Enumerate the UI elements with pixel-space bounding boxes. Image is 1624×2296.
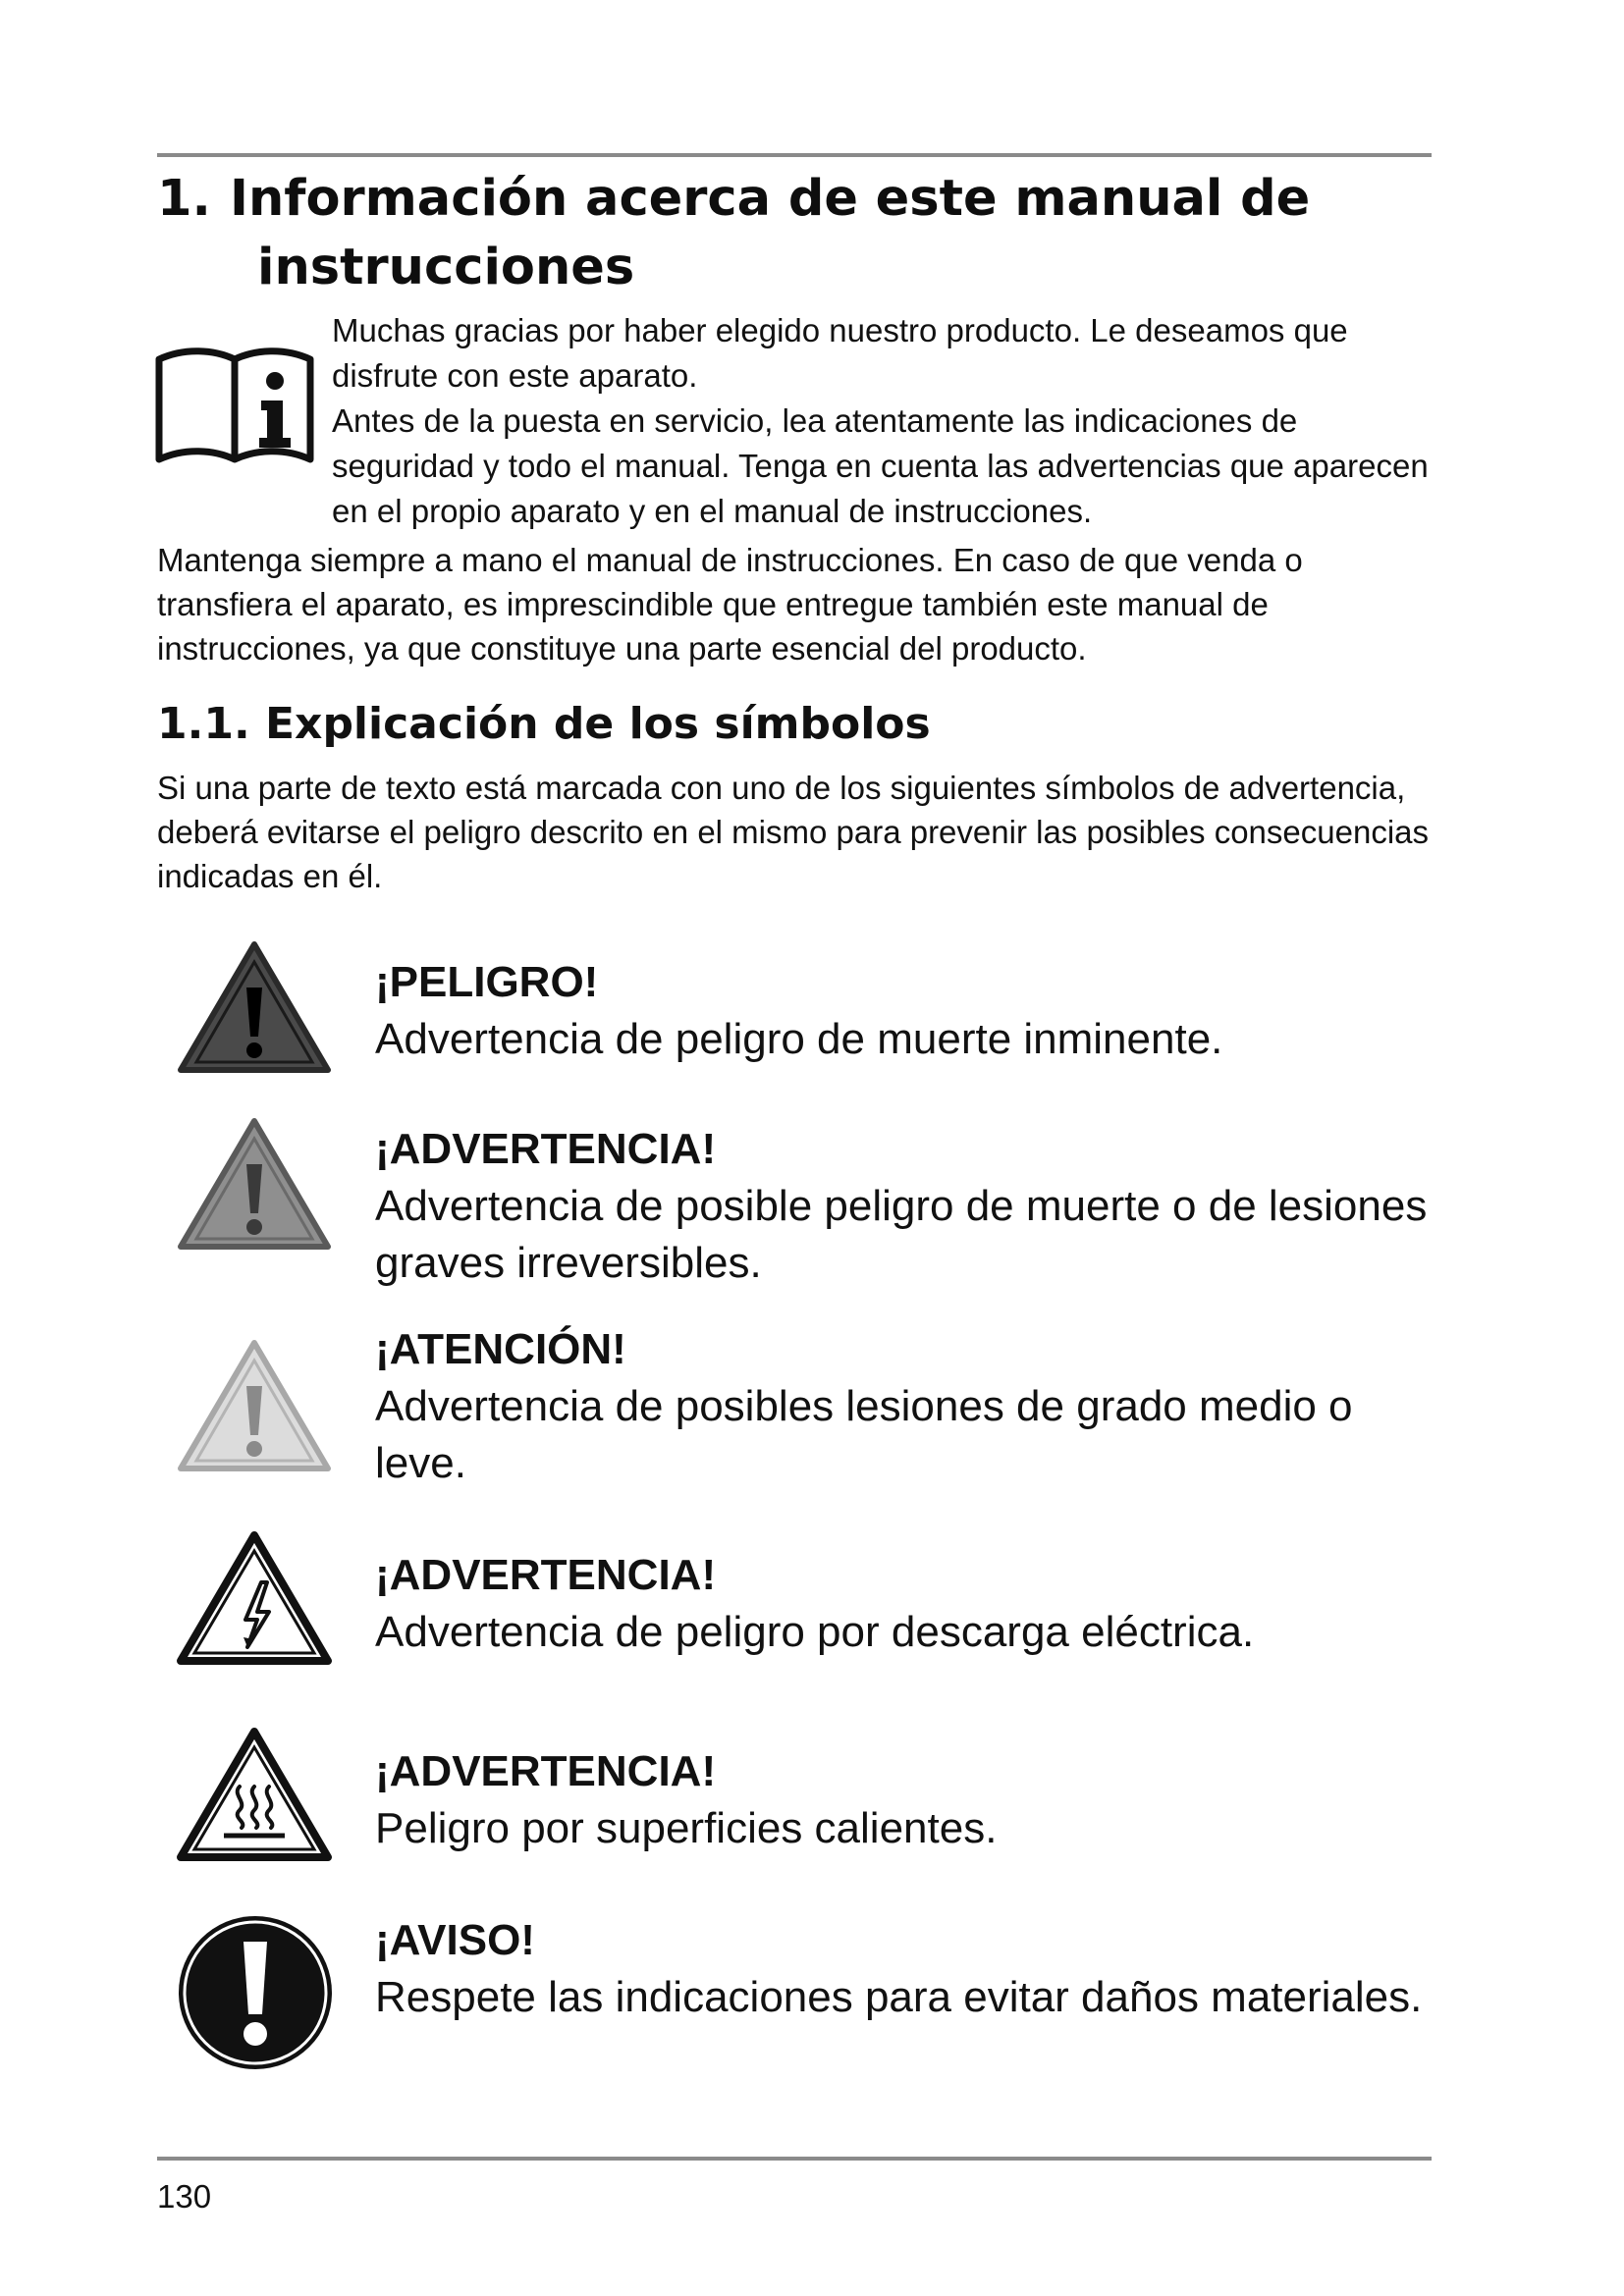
subsection-number: 1.1. (157, 699, 250, 749)
keep-manual-paragraph: Mantenga siempre a mano el manual de instrucciones. En caso de que venda o transfiera el aparato, es imprescindible que entregue también este manual de instrucciones, ya que constituye una parte esencial del producto. (157, 542, 1303, 667)
section-number: 1. (157, 170, 211, 228)
warning-title: ¡PELIGRO! (375, 958, 599, 1006)
info-book-icon (155, 346, 314, 465)
caution-triangle-icon (175, 1335, 334, 1476)
intro-thanks: Muchas gracias por haber elegido nuestro producto. Le deseamos que disfrute con este aparato. (332, 312, 1348, 394)
notice-exclamation-icon (175, 1912, 336, 2073)
warning-text: Respete las indicaciones para evitar daños materiales. (375, 1973, 1423, 2021)
danger-triangle-icon (175, 936, 334, 1078)
warning-text: Peligro por superficies calientes. (375, 1804, 998, 1852)
electric-shock-icon (175, 1527, 334, 1669)
warning-title: ¡ADVERTENCIA! (375, 1747, 717, 1795)
hot-surface-icon (175, 1724, 334, 1865)
intro-text (332, 308, 1436, 534)
page-number: 130 (157, 2178, 212, 2215)
warning-title: ¡ADVERTENCIA! (375, 1125, 717, 1173)
subsection-title: Explicación de los símbolos (265, 699, 931, 749)
warning-triangle-icon (175, 1113, 334, 1255)
section-title-line-1: Información acerca de este manual de (230, 170, 1311, 228)
warning-title: ¡ATENCIÓN! (375, 1325, 626, 1373)
warning-title: ¡AVISO! (375, 1916, 535, 1964)
warning-text: Advertencia de peligro por descarga eléctrica. (375, 1608, 1255, 1656)
symbols-paragraph: Si una parte de texto está marcada con uno de los siguientes símbolos de advertencia, deberá evitarse el peligro descrito en el mismo para prevenir las posibles consecuencias indicadas en él. (157, 770, 1430, 894)
top-rule (157, 153, 1432, 157)
bottom-rule (157, 2157, 1432, 2161)
warning-text: Advertencia de posibles lesiones de grado medio o leve. (375, 1382, 1353, 1487)
warning-text: Advertencia de posible peligro de muerte o de lesiones graves irreversibles. (375, 1182, 1428, 1287)
warning-title: ¡ADVERTENCIA! (375, 1551, 717, 1599)
subsection-heading (157, 695, 931, 754)
warning-text: Advertencia de peligro de muerte inminente. (375, 1015, 1223, 1063)
section-title-line-2: instrucciones (257, 239, 635, 296)
intro-instructions: Antes de la puesta en servicio, lea atentamente las indicaciones de seguridad y todo el manual. Tenga en cuenta las advertencias que aparecen en el propio aparato y en el manual de instrucciones. (332, 402, 1429, 529)
